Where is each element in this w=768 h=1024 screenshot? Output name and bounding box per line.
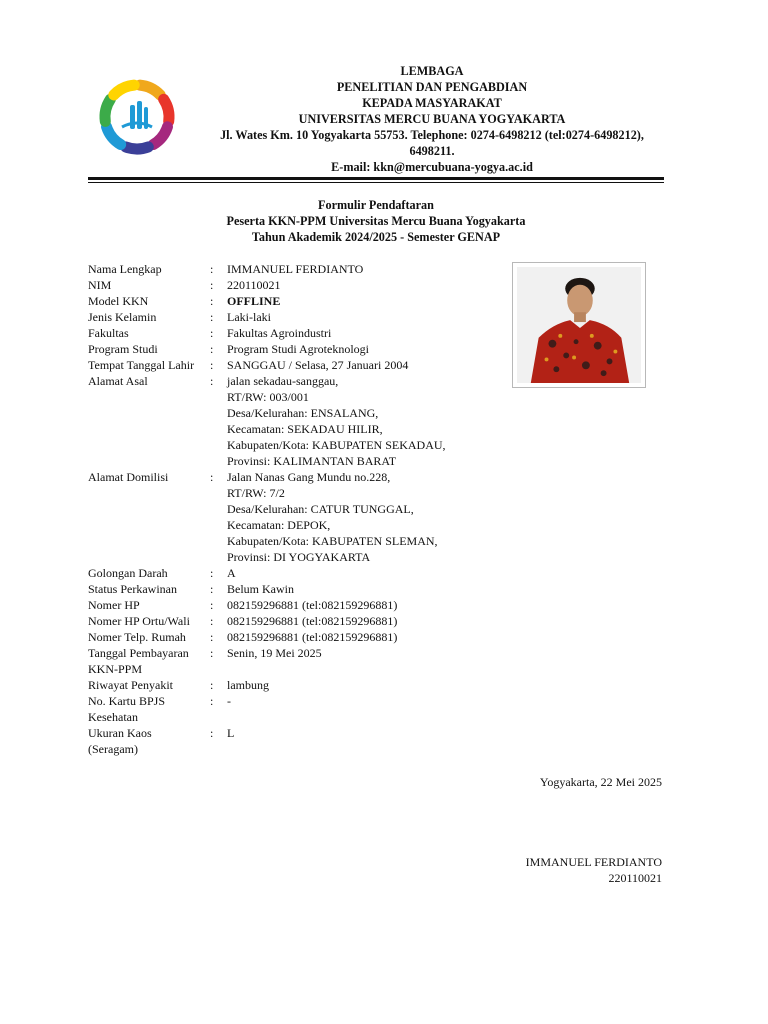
field-row <box>88 645 528 677</box>
field-separator: : <box>210 726 214 740</box>
participant-photo-frame <box>512 262 646 388</box>
university-logo <box>92 75 182 159</box>
participant-photo <box>517 267 641 383</box>
field-label <box>88 677 210 693</box>
field-separator: : <box>210 262 214 276</box>
field-value-line: 082159296881 (tel:082159296881) <box>227 614 398 628</box>
signature-nim: 220110021 <box>608 871 662 885</box>
field-row <box>88 373 528 469</box>
field-value-line: Jalan Nanas Gang Mundu no.228, <box>227 470 391 484</box>
field-row <box>88 341 528 357</box>
logo-ring-segment <box>107 127 121 145</box>
letterhead <box>210 63 654 175</box>
field-value-line: Provinsi: DI YOGYAKARTA <box>227 550 371 564</box>
field-row <box>88 309 528 325</box>
field-separator: : <box>210 310 214 324</box>
field-value-line: Kabupaten/Kota: KABUPATEN SLEMAN, <box>227 534 438 548</box>
field-label <box>88 581 210 597</box>
field-label <box>88 613 210 629</box>
field-value-line: Senin, 19 Mei 2025 <box>227 646 322 660</box>
registration-fields <box>88 261 528 757</box>
field-label-line: (Seragam) <box>88 742 138 756</box>
field-value-line: lambung <box>227 678 269 692</box>
field-label-line: Nama Lengkap <box>88 262 162 276</box>
field-value <box>227 277 528 293</box>
field-value-line: - <box>227 694 231 708</box>
header-divider-thin <box>88 182 664 183</box>
field-value-line: SANGGAU / Selasa, 27 Januari 2004 <box>227 358 409 372</box>
field-separator: : <box>210 582 214 596</box>
field-label <box>88 261 210 277</box>
field-label-line: Status Perkawinan <box>88 582 177 596</box>
field-separator: : <box>210 374 214 388</box>
form-title-line: Formulir Pendaftaran <box>318 198 434 212</box>
field-row <box>88 725 528 757</box>
field-label <box>88 725 210 757</box>
field-row <box>88 293 528 309</box>
field-value <box>227 373 528 469</box>
field-separator: : <box>210 614 214 628</box>
field-label <box>88 469 210 485</box>
field-label <box>88 693 210 725</box>
field-separator: : <box>210 598 214 612</box>
letterhead-line: UNIVERSITAS MERCU BUANA YOGYAKARTA <box>298 112 566 126</box>
field-value <box>227 341 528 357</box>
field-separator: : <box>210 646 214 660</box>
field-separator: : <box>210 294 214 308</box>
field-label-line: Alamat Asal <box>88 374 148 388</box>
field-value <box>227 565 528 581</box>
field-label <box>88 373 210 389</box>
field-value <box>227 677 528 693</box>
field-value <box>227 693 528 709</box>
field-value-line: jalan sekadau-sanggau, <box>227 374 339 388</box>
field-value-line: Program Studi Agroteknologi <box>227 342 369 356</box>
field-separator: : <box>210 470 214 484</box>
field-value <box>227 597 528 613</box>
field-label <box>88 309 210 325</box>
field-label <box>88 341 210 357</box>
field-value-line: IMMANUEL FERDIANTO <box>227 262 364 276</box>
field-label-line: Nomer HP Ortu/Wali <box>88 614 190 628</box>
field-label-line: Tempat Tanggal Lahir <box>88 358 195 372</box>
field-row <box>88 357 528 373</box>
field-value-line: Desa/Kelurahan: ENSALANG, <box>227 406 379 420</box>
field-value <box>227 629 528 645</box>
field-row <box>88 581 528 597</box>
field-row <box>88 613 528 629</box>
field-label <box>88 597 210 613</box>
field-value <box>227 645 528 661</box>
field-label <box>88 565 210 581</box>
field-label-line: Ukuran Kaos <box>88 726 152 740</box>
field-value <box>227 293 528 309</box>
field-row <box>88 629 528 645</box>
field-separator: : <box>210 326 214 340</box>
field-label-line: Kesehatan <box>88 710 138 724</box>
field-label <box>88 629 210 645</box>
field-row <box>88 277 528 293</box>
field-separator: : <box>210 678 214 692</box>
field-separator: : <box>210 278 214 292</box>
logo-ring-segment <box>114 85 134 95</box>
field-value-line: Kecamatan: SEKADAU HILIR, <box>227 422 383 436</box>
field-row <box>88 325 528 341</box>
field-label-line: KKN-PPM <box>88 662 143 676</box>
field-label <box>88 293 210 309</box>
form-subtitle-line: Peserta KKN-PPM Universitas Mercu Buana Yogyakarta <box>226 214 526 228</box>
field-value-line: 082159296881 (tel:082159296881) <box>227 598 398 612</box>
field-value-line: RT/RW: 003/001 <box>227 390 309 404</box>
field-value-line: 082159296881 (tel:082159296881) <box>227 630 398 644</box>
field-value <box>227 261 528 277</box>
field-label-line: No. Kartu BPJS <box>88 694 166 708</box>
letterhead-address-cont: 6498211. <box>409 144 455 158</box>
field-value-line: L <box>227 726 235 740</box>
field-value-line: 220110021 <box>227 278 281 292</box>
logo-ring-segment <box>126 147 149 149</box>
field-value <box>227 357 528 373</box>
logo-ring-segment <box>153 127 167 145</box>
field-value-line: Belum Kawin <box>227 582 294 596</box>
field-row <box>88 597 528 613</box>
field-label-line: Riwayat Penyakit <box>88 678 173 692</box>
form-academic-year-line: Tahun Akademik 2024/2025 - Semester GENAP <box>251 230 501 244</box>
field-separator: : <box>210 342 214 356</box>
header-divider-thick <box>88 177 664 180</box>
field-value-line: Kecamatan: DEPOK, <box>227 518 331 532</box>
field-row <box>88 261 528 277</box>
form-title <box>88 197 664 245</box>
field-label <box>88 357 210 373</box>
field-separator: : <box>210 358 214 372</box>
logo-center-mark <box>122 101 152 129</box>
field-value <box>227 309 528 325</box>
field-value <box>227 325 528 341</box>
logo-ring-segment <box>164 99 169 121</box>
field-value-line: OFFLINE <box>227 294 281 308</box>
letterhead-email: E-mail: kkn@mercubuana-yogya.ac.id <box>331 160 533 174</box>
field-value-line: Laki-laki <box>227 310 271 324</box>
field-separator: : <box>210 566 214 580</box>
field-label-line: Alamat Domilisi <box>88 470 169 484</box>
letterhead-line: PENELITIAN DAN PENGABDIAN <box>336 80 528 94</box>
field-value-line: Fakultas Agroindustri <box>227 326 332 340</box>
field-label <box>88 325 210 341</box>
field-value <box>227 725 528 741</box>
field-label-line: Golongan Darah <box>88 566 168 580</box>
field-value-line: Desa/Kelurahan: CATUR TUNGGAL, <box>227 502 414 516</box>
field-label-line: Nomer Telp. Rumah <box>88 630 186 644</box>
field-label <box>88 645 210 677</box>
letterhead-line: KEPADA MASYARAKAT <box>362 96 502 110</box>
logo-ring-segment <box>140 85 160 95</box>
field-label-line: Nomer HP <box>88 598 140 612</box>
signature-place-date: Yogyakarta, 22 Mei 2025 <box>539 775 662 789</box>
field-label-line: Jenis Kelamin <box>88 310 157 324</box>
field-value <box>227 581 528 597</box>
field-value-line: A <box>227 566 236 580</box>
signature-name: IMMANUEL FERDIANTO <box>525 855 662 869</box>
field-value-line: Kabupaten/Kota: KABUPATEN SEKADAU, <box>227 438 446 452</box>
logo-ring-segment <box>105 99 110 121</box>
letterhead-address: Jl. Wates Km. 10 Yogyakarta 55753. Telephone: 0274-6498212 (tel:0274-6498212), <box>220 128 644 142</box>
field-label-line: Fakultas <box>88 326 129 340</box>
field-label-line: NIM <box>88 278 112 292</box>
field-row <box>88 693 528 725</box>
field-row <box>88 677 528 693</box>
field-label-line: Program Studi <box>88 342 158 356</box>
field-label-line: Tanggal Pembayaran <box>88 646 189 660</box>
field-separator: : <box>210 694 214 708</box>
field-value <box>227 613 528 629</box>
field-label <box>88 277 210 293</box>
field-value <box>227 469 528 565</box>
letterhead-line: LEMBAGA <box>400 64 464 78</box>
field-value-line: Provinsi: KALIMANTAN BARAT <box>227 454 397 468</box>
field-separator: : <box>210 630 214 644</box>
field-value-line: RT/RW: 7/2 <box>227 486 285 500</box>
field-label-line: Model KKN <box>88 294 149 308</box>
field-row <box>88 565 528 581</box>
field-row <box>88 469 528 565</box>
signature-block <box>526 854 662 886</box>
